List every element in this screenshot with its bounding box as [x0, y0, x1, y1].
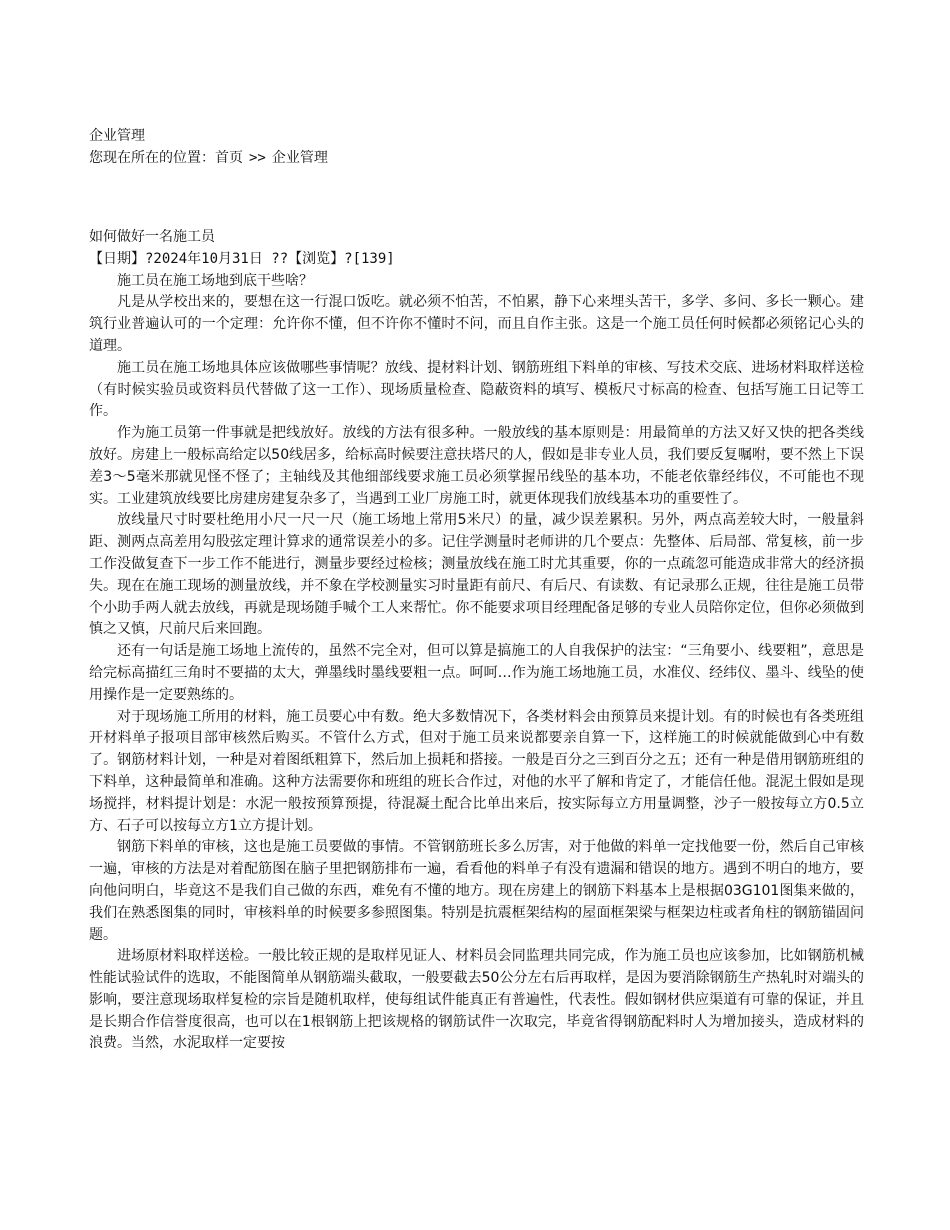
section-title: 企业管理: [89, 128, 145, 144]
article-title: 如何做好一名施工员: [89, 229, 215, 245]
article-meta: 【日期】?2024年10月31日 ??【浏览】?[139]: [89, 250, 395, 267]
article-paragraph: 钢筋下料单的审核，这也是施工员要做的事情。不管钢筋班长多么厉害，对于他做的料单一定找他要一份，然后自己审核一遍，审核的方法是对着配筋图在脑子里把钢筋排布一遍，看看他的料单子有没有遗漏和错误的地方。遇到不明白的地方，要向他问明白，毕竟这不是我们自己做的东西，难免有不懂的地方。现在房建上的钢筋下料基本上是根据03G101图集来做的，我们在熟悉图集的同时，审核料单的时候要多参照图集。特别是抗震框架结构的屋面框架梁与框架边柱或者角柱的钢筋锚固问题。: [89, 839, 864, 943]
article: [89, 227, 864, 1055]
breadcrumb-separator: >>: [249, 150, 266, 166]
breadcrumb-prefix: 您现在所在的位置：: [89, 150, 215, 166]
article-paragraph: 作为施工员第一件事就是把线放好。放线的方法有很多种。一般放线的基本原则是：用最简单的方法又好又快的把各类线放好。房建上一般标高给定以50线居多，给标高时候要注意扶塔尺的人，假如是非专业人员，我们要反复嘱咐，要不然上下误差3～5毫米那就见怪不怪了；主轴线及其他细部线要求施工员必须掌握吊线坠的基本功，不能老依靠经纬仪，不可能也不现实。工业建筑放线要比房建房建复杂多了，当遇到工业厂房施工时，就更体现我们放线基本功的重要性了。: [89, 425, 864, 507]
breadcrumb-current-link[interactable]: 企业管理: [271, 150, 328, 166]
article-paragraph: 进场原材料取样送检。一般比较正规的是取样见证人、材料员会同监理共同完成，作为施工员也应该参加，比如钢筋机械性能试验试件的选取，不能图简单从钢筋端头截取，一般要截去50公分左右后再取样，是因为要消除钢筋生产热轧时对端头的影响，要注意现场取样复检的宗旨是随机取样，使每组试件能真正有普遍性，代表性。假如钢材供应渠道有可靠的保证，并且是长期合作信誉度很高，也可以在1根钢筋上把该规格的钢筋试件一次取完，毕竟省得钢筋配料时人为增加接头，造成材料的浪费。当然，水泥取样一定要按: [89, 948, 864, 1052]
article-paragraph: 施工员在施工场地具体应该做哪些事情呢？放线、提材料计划、钢筋班组下料单的审核、写技术交底、进场材料取样送检（有时候实验员或资料员代替做了这一工作）、现场质量检查、隐蔽资料的填写、模板尺寸标高的检查、包括写施工日记等工作。: [89, 359, 864, 420]
article-paragraph: 施工员在施工场地到底干些啥？: [117, 272, 313, 289]
breadcrumb-home-link[interactable]: 首页: [215, 150, 243, 166]
breadcrumb: [89, 149, 328, 167]
article-paragraph: 凡是从学校出来的，要想在这一行混口饭吃。就必须不怕苦，不怕累，静下心来埋头苦干，多学、多问、多长一颗心。建筑行业普遍认可的一个定理：允许你不懂，但不许你不懂时不问，而且自作主张。这是一个施工员任何时候都必须铭记心头的道理。: [89, 294, 864, 354]
article-paragraph: 对于现场施工所用的材料，施工员要心中有数。绝大多数情况下，各类材料会由预算员来提计划。有的时候也有各类班组开材料单子报项目部审核然后购买。不管什么方式，但对于施工员来说都要亲自算一下，这样施工的时候就能做到心中有数了。钢筋材料计划，一种是对着图纸粗算下，然后加上损耗和搭接。一般是百分之三到百分之五；还有一种是借用钢筋班组的下料单，这种最简单和准确。这种方法需要你和班组的班长合作过，对他的水平了解和肯定了，才能信任他。混泥土假如是现场搅拌，材料提计划是：水泥一般按预算预提，待混凝土配合比单出来后，按实际每立方用量调整，沙子一般按每立方0.5立方、石子可以按每立方1立方提计划。: [89, 708, 864, 834]
article-paragraph: 还有一句话是施工场地上流传的，虽然不完全对，但可以算是搞施工的人自我保护的法宝：“三角要小、线要粗”，意思是给完标高描红三角时不要描的太大，弹墨线时墨线要粗一点。呵呵…作为施工场地施工员，水准仪、经纬仪、墨斗、线坠的使用操作是一定要熟练的。: [89, 643, 864, 703]
article-paragraph: 放线量尺寸时要杜绝用小尺一尺一尺（施工场地上常用5米尺）的量，减少误差累积。另外，两点高差较大时，一般量斜距、测两点高差用勾股弦定理计算求的通常误差小的多。记住学测量时老师讲的几个要点：先整体、后局部、常复核，前一步工作没做复查下一步工作不能进行，测量步要经过检核；测量放线在施工时尤其重要，你的一点疏忽可能造成非常大的经济损失。现在在施工现场的测量放线，并不象在学校测量实习时量距有前尺、有后尺、有读数、有记录那么正规，往往是施工员带个小助手两人就去放线，再就是现场随手喊个工人来帮忙。你不能要求项目经理配备足够的专业人员陪你定位，但你必须做到慎之又慎，尺前尺后来回跑。: [89, 512, 864, 638]
